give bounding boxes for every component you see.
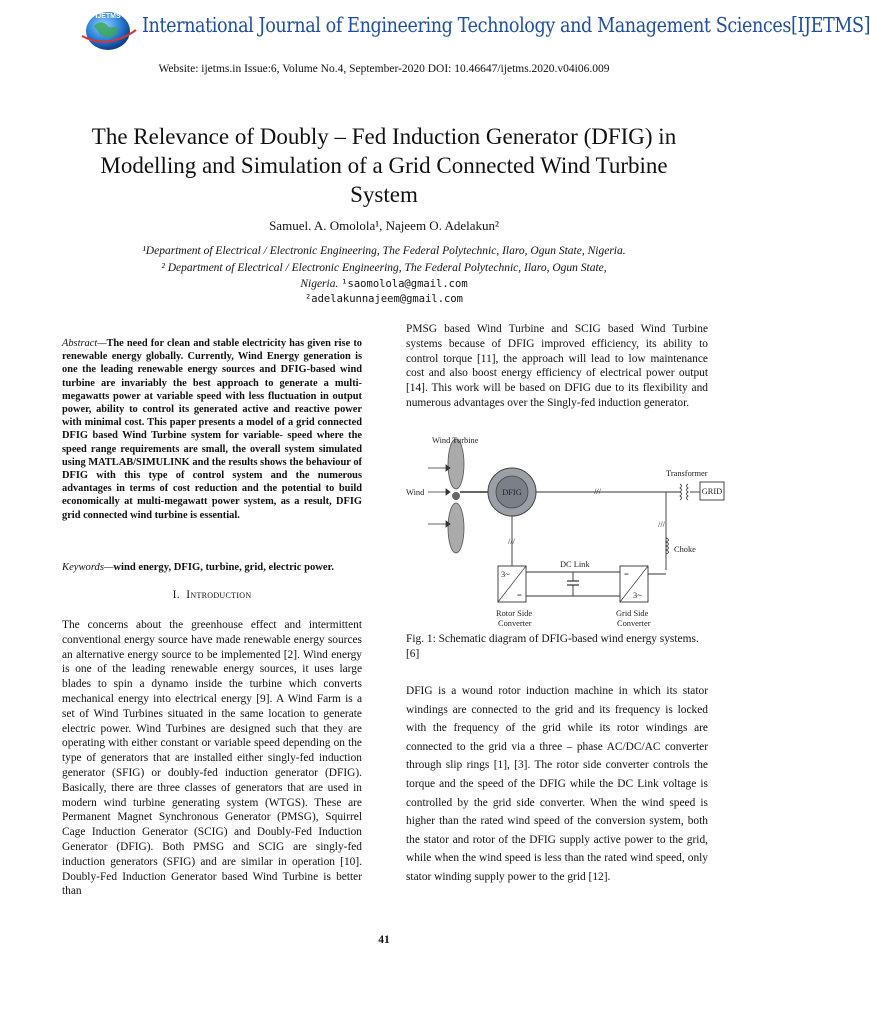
journal-logo bbox=[76, 6, 140, 52]
turbine-blade-top bbox=[448, 439, 464, 489]
label-rotor-side: Rotor Side bbox=[496, 609, 533, 618]
email-2-line bbox=[0, 291, 768, 307]
label-dc-link: DC Link bbox=[560, 560, 590, 569]
introduction-text: The concerns about the greenhouse effect and intermittent conventional energy source have made renewable energy sources an alternative energy source to be implemented [2]. Wind energy is one of the leading renewable energy sources, it uses large blades to spin a dynamo inside the turbine which converts mechanical energy into electrical energy [9]. A Wind Farm is a set of Wind Turbines situated in the same location to generate electric power. Wind Turbines are designed such that they are operating with either constant or variable speed depending on the type of generators that are installed either singly-fed induction generator (SFIG) or doubly-fed induction generator (DFIG). Basically, there are three classes of generators that are used in modern wind turbine generating system (WTGS). These are Permanent Magnet Synchronous Generator (PMSG), Squirrel Cage Induction Generator (SCIG) and Doubly-Fed Induction Generator (DFIG). Both PMSG and SCIG are singly-fed induction generators (SFIG) and are similar in operation [10]. Doubly-Fed Induction Generator based Wind Turbine is better than bbox=[62, 619, 362, 898]
label-wind: Wind bbox=[406, 488, 425, 497]
figure-caption: Fig. 1: Schematic diagram of DFIG-based wind energy systems. [6] bbox=[406, 633, 699, 660]
gsc-dc: = bbox=[624, 570, 629, 579]
gsc-ac: 3~ bbox=[633, 591, 642, 600]
label-grid-side-converter: Converter bbox=[617, 619, 651, 628]
turbine-hub bbox=[452, 492, 460, 500]
affiliation-2-country-line bbox=[0, 276, 768, 292]
affiliation-1: ¹Department of Electrical / Electronic Engineering, The Federal Polytechnic, Ilaro, Ogun State, Nigeria. bbox=[142, 245, 626, 257]
hatch-stator: /// bbox=[594, 487, 601, 496]
label-dfig: DFIG bbox=[502, 488, 522, 497]
transformer-symbol bbox=[680, 484, 688, 500]
paper-title: The Relevance of Doubly – Fed Induction Generator (DFIG) in Modelling and Simulation of a Grid Connected Wind Turbine System bbox=[91, 124, 677, 207]
section-title: Introduction bbox=[186, 589, 252, 601]
page-number: 41 bbox=[378, 934, 390, 946]
section-number: I. bbox=[172, 589, 180, 601]
keywords bbox=[62, 561, 362, 576]
affiliation-2: ² Department of Electrical / Electronic Engineering, The Federal Polytechnic, Ilaro, Ogun State, bbox=[161, 262, 607, 274]
turbine-blade-bottom bbox=[448, 503, 464, 553]
right-paragraph-1: PMSG based Wind Turbine and SCIG based Wind Turbine systems because of DFIG improved efficiency, its ability to control torque [11], the approach will lead to low maintenance cost and also boost energy efficiency of electrical power output [14]. This work will be based on DFIG due to its flexibility and numerous advantages over the Singly-fed induction generator. bbox=[406, 323, 708, 409]
label-choke: Choke bbox=[674, 545, 696, 554]
email-2: ²adelakunnajeem@gmail.com bbox=[304, 293, 464, 305]
section-heading-introduction bbox=[62, 589, 362, 601]
label-transformer: Transformer bbox=[666, 469, 708, 478]
keywords-text: wind energy, DFIG, turbine, grid, electric power. bbox=[113, 562, 334, 573]
label-rotor-side-converter: Converter bbox=[498, 619, 532, 628]
keywords-label: Keywords— bbox=[62, 562, 114, 573]
label-grid: GRID bbox=[701, 487, 723, 496]
label-grid-side: Grid Side bbox=[616, 609, 649, 618]
abstract-label: Abstract— bbox=[62, 338, 107, 349]
hatch-rotor: /// bbox=[508, 537, 515, 546]
website-doi-line: Website: ijetms.in Issue:6, Volume No.4, September-2020 DOI: 10.46647/ijetms.2020.v04i06.009 bbox=[158, 63, 610, 75]
wind-arrows bbox=[428, 465, 450, 527]
right-paragraph-2: DFIG is a wound rotor induction machine in which its stator windings are connected to the grid and its frequency is locked with the frequency of the grid while its rotor windings are connected to the grid via a three – phase AC/DC/AC converter through slip rings [1], [3]. The rotor side converter controls the torque and the speed of the DFIG while the DC Link voltage is controlled by the grid side converter. When the wind speed is higher than the rated wind speed of the conversion system, both the stator and rotor of the DFIG supply active power to the grid, while when the wind speed is less than the rated wind speed, only stator winding supply power to the grid [12]. bbox=[406, 685, 708, 883]
label-wind-turbine: Wind Turbine bbox=[432, 436, 479, 445]
journal-title: International Journal of Engineering Technology and Management Sciences[IJETMS] bbox=[142, 13, 870, 37]
abstract bbox=[62, 337, 362, 522]
dfig-schematic-figure bbox=[404, 434, 724, 634]
abstract-text: The need for clean and stable electricity has given rise to renewable energy globally. Currently, Wind Energy generation is one the leading renewable energy sources and DFIG-based wind turbine are invariably the best approach to generate a multi-megawatts power at variable speed with less fluctuation in output power, ability to control its generated active and reactive power with minimal cost. This paper presents a model of a grid connected DFIG based Wind Turbine system for variable- speed where the speed range requirements are small, the overall system simulated using MATLAB/SIMULINK and the results shows the behaviour of DFIG with this type of control system and the numerous advantages in terms of cost reduction and the potential to build economically at multi-megawatt power system, as a result, DFIG grid connected wind turbine is essential. bbox=[62, 338, 362, 521]
rsc-ac: 3~ bbox=[501, 570, 510, 579]
affiliation-2-country: Nigeria. bbox=[300, 278, 339, 290]
email-1: ¹saomolola@gmail.com bbox=[341, 278, 468, 290]
svg-text:IJETMS: IJETMS bbox=[95, 13, 121, 20]
author-list: Samuel. A. Omolola¹, Najeem O. Adelakun² bbox=[269, 218, 499, 233]
hatch-grid: /// bbox=[658, 520, 665, 529]
rsc-dc: = bbox=[517, 591, 522, 600]
